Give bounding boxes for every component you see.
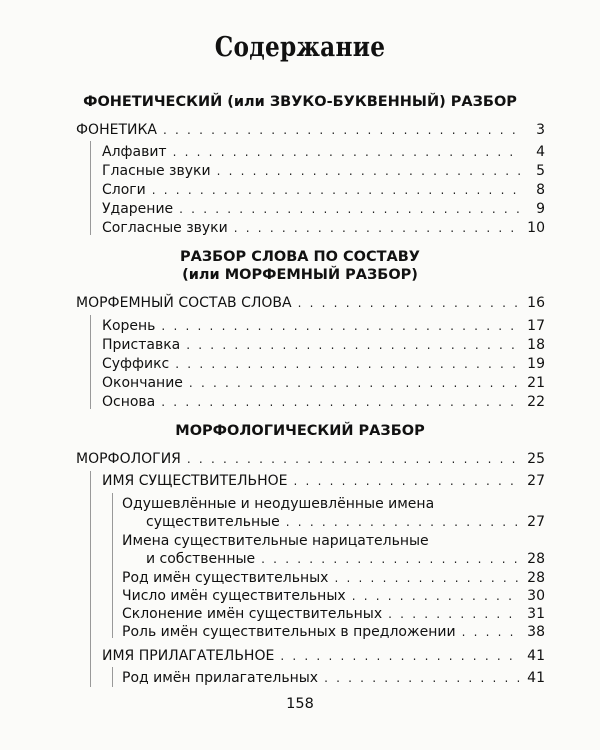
toc-entry[interactable] bbox=[102, 472, 545, 490]
toc-entry[interactable] bbox=[102, 317, 545, 335]
group-bracket bbox=[90, 471, 91, 687]
toc-entry-page: 27 bbox=[527, 473, 545, 489]
toc-entry-label: Слоги bbox=[102, 182, 146, 198]
toc-entry[interactable] bbox=[76, 121, 545, 139]
section-heading-phonetic: ФОНЕТИЧЕСКИЙ (или ЗВУКО-БУКВЕННЫЙ) РАЗБОР bbox=[83, 94, 517, 110]
toc-entry-label: Роль имён существительных в предложении bbox=[122, 624, 456, 640]
dot-leader bbox=[189, 374, 521, 392]
toc-entry[interactable] bbox=[122, 605, 545, 623]
toc-entry-label: Гласные звуки bbox=[102, 163, 211, 179]
toc-entry[interactable] bbox=[102, 181, 545, 199]
toc-entry-page: 21 bbox=[527, 375, 545, 391]
toc-entry[interactable] bbox=[122, 569, 545, 587]
toc-entry-label: МОРФЕМНЫЙ СОСТАВ СЛОВА bbox=[76, 295, 292, 311]
toc-entry[interactable] bbox=[102, 647, 545, 665]
toc-entry-label: существительные bbox=[146, 514, 280, 530]
toc-entry-label: Основа bbox=[102, 394, 156, 410]
toc-entry[interactable] bbox=[76, 294, 545, 312]
toc-entry[interactable] bbox=[102, 336, 545, 354]
page-title: Содержание bbox=[214, 32, 386, 63]
toc-entry[interactable] bbox=[102, 162, 545, 180]
toc-entry-label: Алфавит bbox=[102, 144, 167, 160]
toc-entry-page: 17 bbox=[527, 318, 545, 334]
toc-entry-page: 9 bbox=[536, 201, 545, 217]
group-bracket bbox=[90, 315, 91, 409]
toc-entry-page: 38 bbox=[527, 624, 545, 640]
toc-entry-page: 28 bbox=[527, 570, 545, 586]
dot-leader bbox=[175, 355, 521, 373]
dot-leader bbox=[324, 669, 521, 687]
dot-leader bbox=[352, 587, 521, 605]
dot-leader bbox=[261, 550, 521, 568]
toc-entry[interactable] bbox=[102, 143, 545, 161]
dot-leader bbox=[161, 393, 521, 411]
toc-entry-page: 31 bbox=[527, 606, 545, 622]
toc-entry-page: 18 bbox=[527, 337, 545, 353]
toc-entry[interactable] bbox=[122, 623, 545, 641]
toc-entry-label: Ударение bbox=[102, 201, 174, 217]
toc-entry-page: 8 bbox=[536, 182, 545, 198]
dot-leader bbox=[298, 294, 521, 312]
toc-entry[interactable] bbox=[122, 587, 545, 605]
group-bracket bbox=[112, 667, 113, 687]
toc-entry[interactable] bbox=[122, 669, 545, 687]
toc-entry[interactable] bbox=[102, 393, 545, 411]
toc-entry[interactable] bbox=[146, 550, 545, 568]
section-subheading-morphemic: (или МОРФЕМНЫЙ РАЗБОР) bbox=[182, 267, 418, 283]
dot-leader bbox=[234, 219, 521, 237]
toc-entry[interactable] bbox=[102, 374, 545, 392]
toc-entry[interactable] bbox=[76, 450, 545, 468]
dot-leader bbox=[152, 181, 521, 199]
group-bracket bbox=[90, 141, 91, 235]
toc-entry-label: Число имён существительных bbox=[122, 588, 346, 604]
toc-entry[interactable] bbox=[102, 219, 545, 237]
dot-leader bbox=[388, 605, 521, 623]
toc-entry-label: Корень bbox=[102, 318, 156, 334]
toc-entry-label: Род имён прилагательных bbox=[122, 670, 319, 686]
toc-entry-page: 10 bbox=[527, 220, 545, 236]
toc-entry-label-line1: Имена существительные нарицательные bbox=[122, 533, 429, 549]
dot-leader bbox=[186, 336, 521, 354]
dot-leader bbox=[179, 200, 521, 218]
toc-entry-label: Род имён существительных bbox=[122, 570, 329, 586]
toc-entry-label: Суффикс bbox=[102, 356, 170, 372]
toc-entry-label: МОРФОЛОГИЯ bbox=[76, 451, 181, 467]
dot-leader bbox=[462, 623, 521, 641]
toc-entry-page: 22 bbox=[527, 394, 545, 410]
toc-entry-label: ФОНЕТИКА bbox=[76, 122, 157, 138]
dot-leader bbox=[334, 569, 521, 587]
dot-leader bbox=[187, 450, 521, 468]
page-number: 158 bbox=[286, 696, 314, 712]
toc-entry-label: Согласные звуки bbox=[102, 220, 228, 236]
dot-leader bbox=[173, 143, 521, 161]
toc-entry-label: ИМЯ СУЩЕСТВИТЕЛЬНОЕ bbox=[102, 473, 288, 489]
section-heading-morphemic: РАЗБОР СЛОВА ПО СОСТАВУ bbox=[179, 249, 420, 265]
dot-leader bbox=[294, 472, 521, 490]
toc-entry-page: 16 bbox=[527, 295, 545, 311]
toc-entry-label: Склонение имён существительных bbox=[122, 606, 383, 622]
toc-entry-page: 41 bbox=[527, 670, 545, 686]
toc-entry-page: 4 bbox=[536, 144, 545, 160]
toc-entry-page: 41 bbox=[527, 648, 545, 664]
toc-entry-page: 19 bbox=[527, 356, 545, 372]
toc-entry-page: 27 bbox=[527, 514, 545, 530]
toc-entry-label: Приставка bbox=[102, 337, 181, 353]
toc-entry[interactable] bbox=[102, 200, 545, 218]
toc-entry-label-line1: Одушевлённые и неодушевлённые имена bbox=[122, 496, 435, 512]
dot-leader bbox=[286, 513, 521, 531]
section-heading-morphological: МОРФОЛОГИЧЕСКИЙ РАЗБОР bbox=[175, 423, 425, 439]
toc-entry-label: ИМЯ ПРИЛАГАТЕЛЬНОЕ bbox=[102, 648, 275, 664]
toc-entry[interactable] bbox=[102, 355, 545, 373]
toc-entry-page: 25 bbox=[527, 451, 545, 467]
dot-leader bbox=[161, 317, 521, 335]
toc-entry-page: 30 bbox=[527, 588, 545, 604]
dot-leader bbox=[163, 121, 521, 139]
group-bracket bbox=[112, 493, 113, 638]
toc-entry-page: 3 bbox=[536, 122, 545, 138]
toc-entry[interactable] bbox=[146, 513, 545, 531]
toc-entry-page: 5 bbox=[536, 163, 545, 179]
toc-entry-page: 28 bbox=[527, 551, 545, 567]
dot-leader bbox=[217, 162, 521, 180]
toc-entry-label: Окончание bbox=[102, 375, 183, 391]
dot-leader bbox=[280, 647, 521, 665]
toc-entry-label: и собственные bbox=[146, 551, 256, 567]
